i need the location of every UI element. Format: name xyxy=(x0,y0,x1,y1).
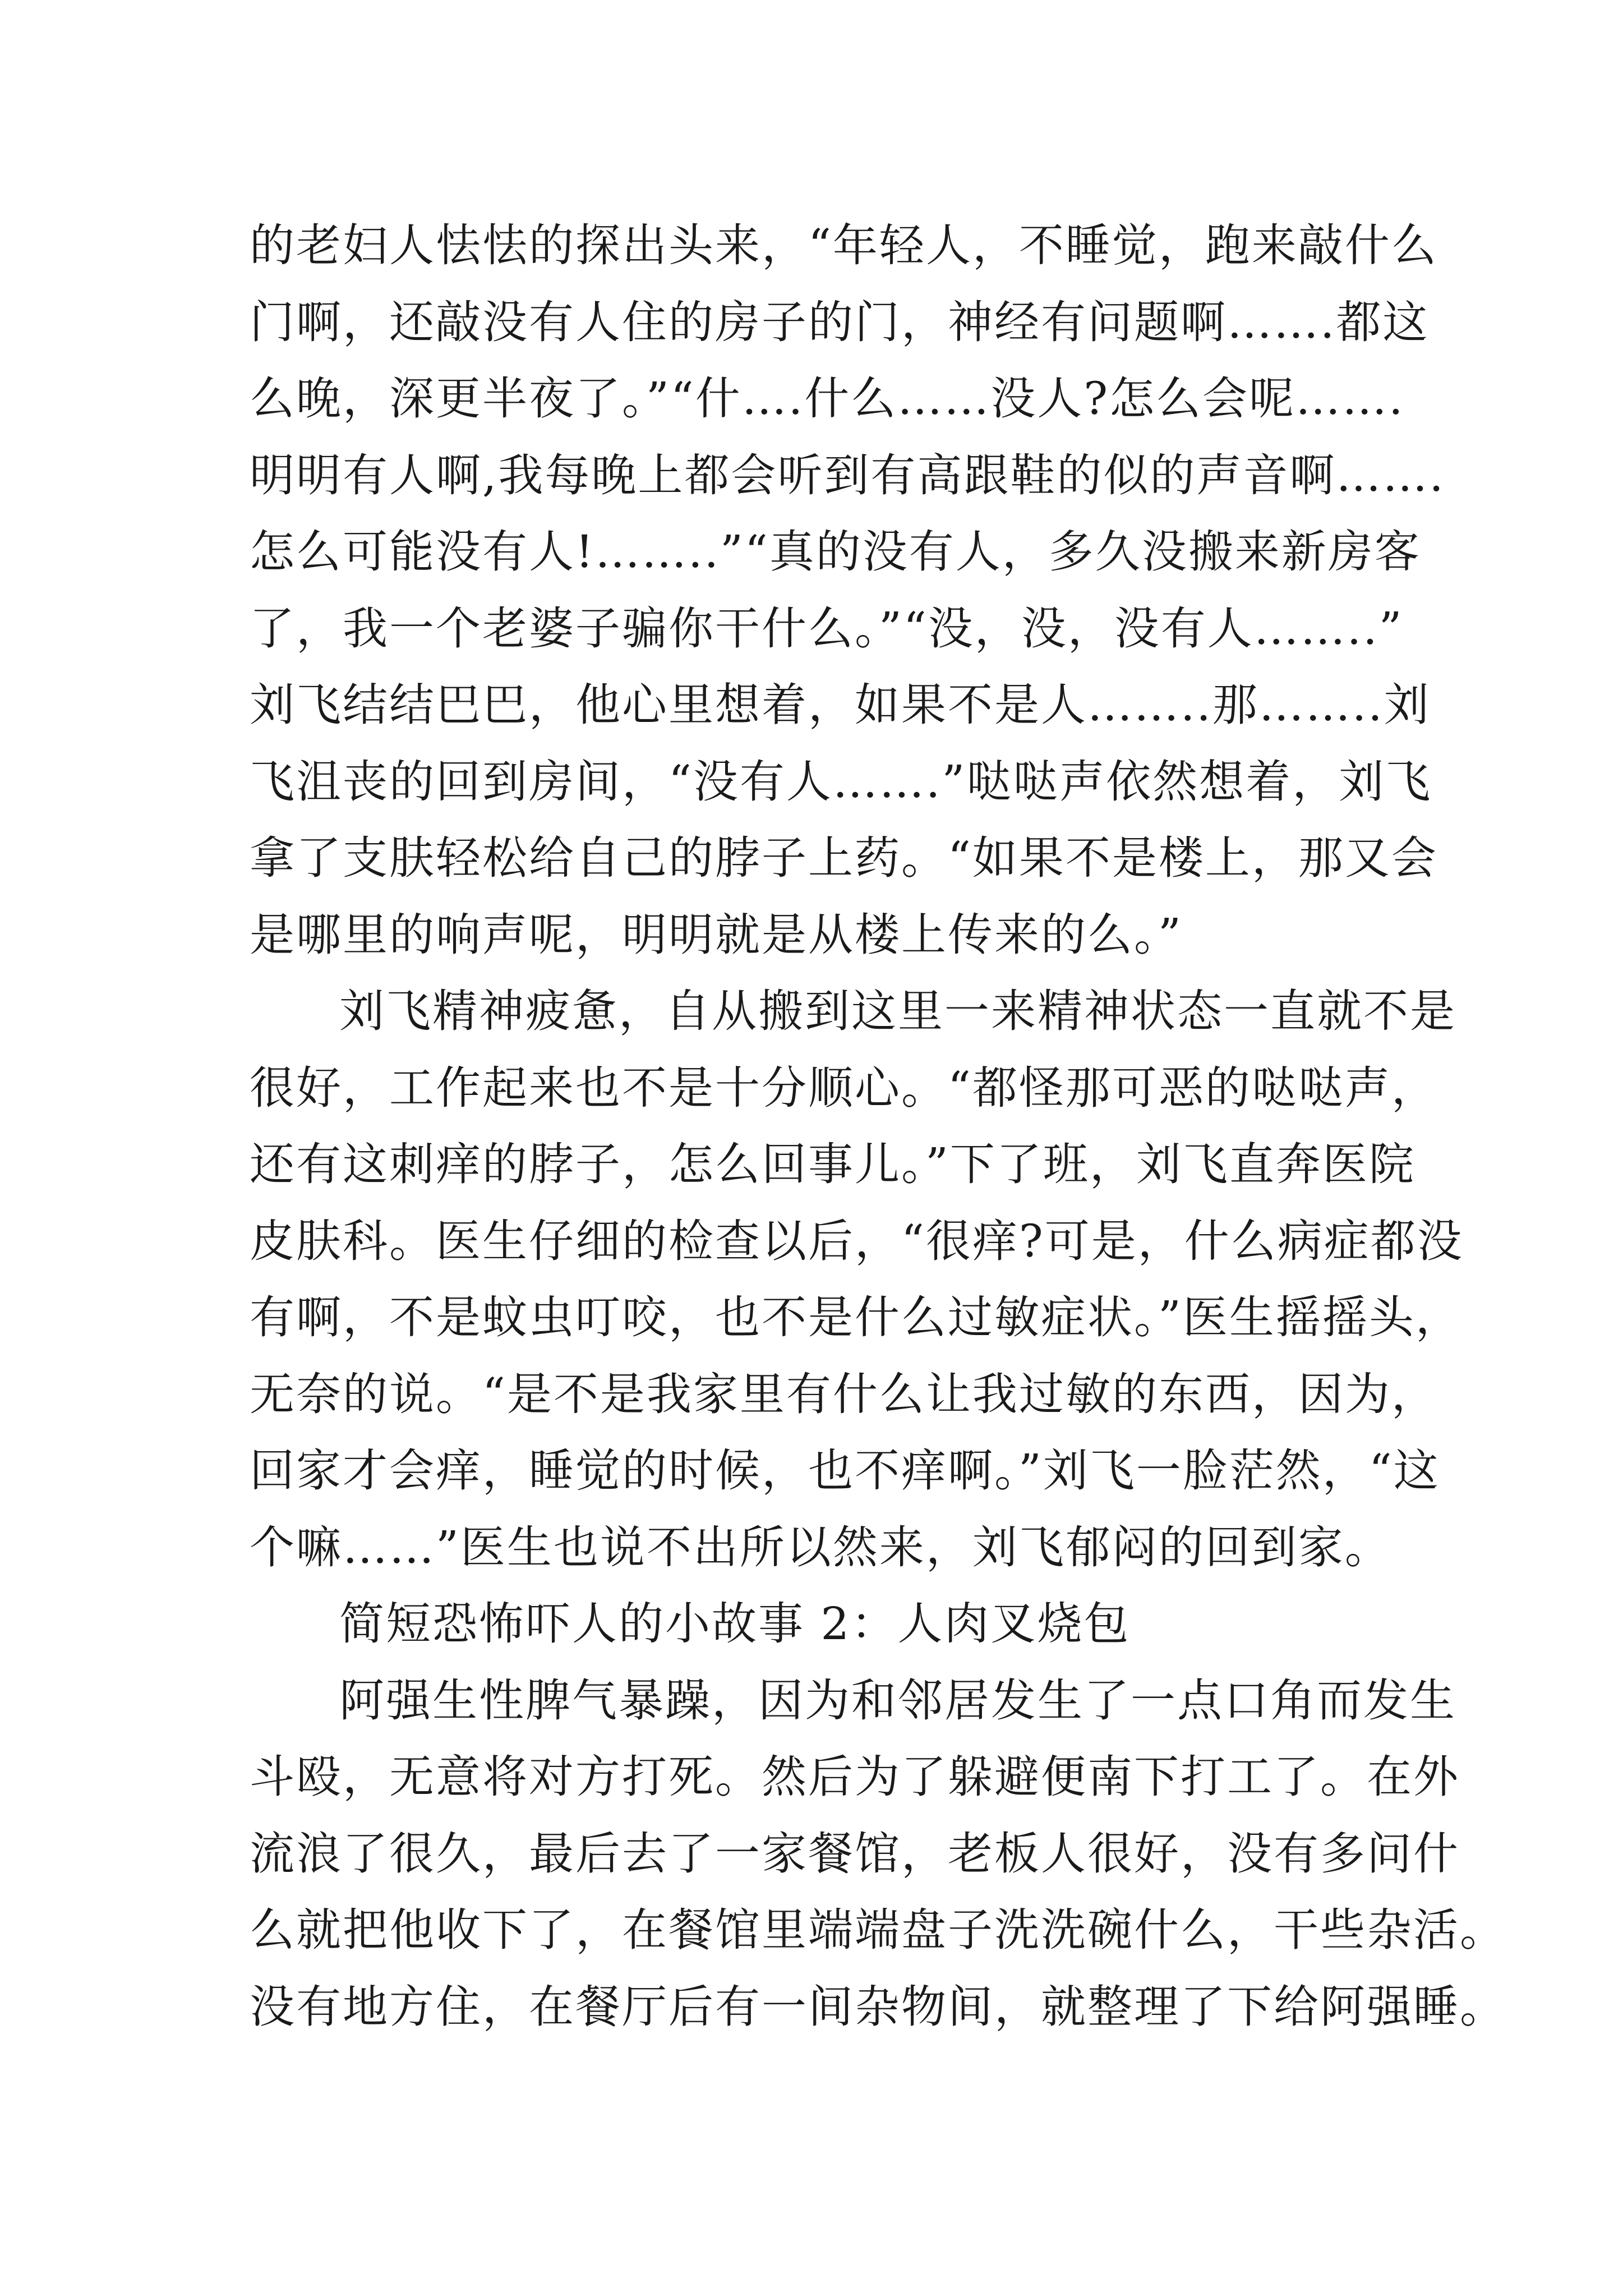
paragraph-start: 阿强生性脾气暴躁，因为和邻居发生了一点口角而发生 xyxy=(339,1674,1456,1727)
story-text xyxy=(250,208,1506,2045)
text-line: 么就把他收下了，在餐馆里端端盘子洗洗碗什么，干些杂活。 xyxy=(250,1904,1506,1956)
section-heading: 简短恐怖吓人的小故事 2：人肉叉烧包 xyxy=(339,1598,1131,1650)
text-line: 刘飞结结巴巴，他心里想着，如果不是人……..那……..刘 xyxy=(250,679,1431,731)
text-line: 还有这刺痒的脖子，怎么回事儿。”下了班，刘飞直奔医院 xyxy=(250,1138,1415,1190)
text-line: 拿了支肤轻松给自己的脖子上药。“如果不是楼上，那又会 xyxy=(250,832,1438,884)
text-line: 飞沮丧的回到房间，“没有人…….”哒哒声依然想着，刘飞 xyxy=(250,755,1432,808)
text-line: 皮肤科。医生仔细的检查以后，“很痒?可是，什么病症都没 xyxy=(250,1214,1464,1267)
text-line: 是哪里的响声呢，明明就是从楼上传来的么。” xyxy=(250,908,1183,961)
text-line: 斗殴，无意将对方打死。然后为了躲避便南下打工了。在外 xyxy=(250,1751,1460,1803)
text-line: 个嘛……”医生也说不出所以然来，刘飞郁闷的回到家。 xyxy=(250,1521,1391,1573)
text-line: 门啊，还敲没有人住的房子的门，神经有问题啊…….都这 xyxy=(250,296,1430,348)
text-line: 无奈的说。“是不是我家里有什么让我过敏的东西，因为， xyxy=(250,1368,1438,1420)
text-line: 很好，工作起来也不是十分顺心。“都怪那可恶的哒哒声， xyxy=(250,1061,1438,1114)
text-line: 有啊，不是蚊虫叮咬，也不是什么过敏症状。”医生摇摇头， xyxy=(250,1291,1462,1343)
paragraph-start: 刘飞精神疲惫，自从搬到这里一来精神状态一直就不是 xyxy=(339,985,1456,1037)
text-line: 怎么可能没有人!……..”“真的没有人，多久没搬来新房客 xyxy=(250,526,1421,578)
text-line: 么晚，深更半夜了。”“什….什么……没人?怎么会呢……. xyxy=(250,372,1405,425)
text-line: 回家才会痒，睡觉的时候，也不痒啊。”刘飞一脸茫然，“这 xyxy=(250,1444,1440,1497)
text-line: 流浪了很久，最后去了一家餐馆，老板人很好，没有多问什 xyxy=(250,1827,1460,1880)
text-line: 没有地方住，在餐厅后有一间杂物间，就整理了下给阿强睡。 xyxy=(250,1980,1506,2033)
text-line: 明明有人啊,我每晚上都会听到有高跟鞋的似的声音啊……. xyxy=(250,449,1445,501)
text-line: 的老妇人怯怯的探出头来，“年轻人，不睡觉，跑来敲什么 xyxy=(250,219,1438,272)
text-line: 了，我一个老婆子骗你干什么。”“没，没，没有人……..” xyxy=(250,602,1404,655)
